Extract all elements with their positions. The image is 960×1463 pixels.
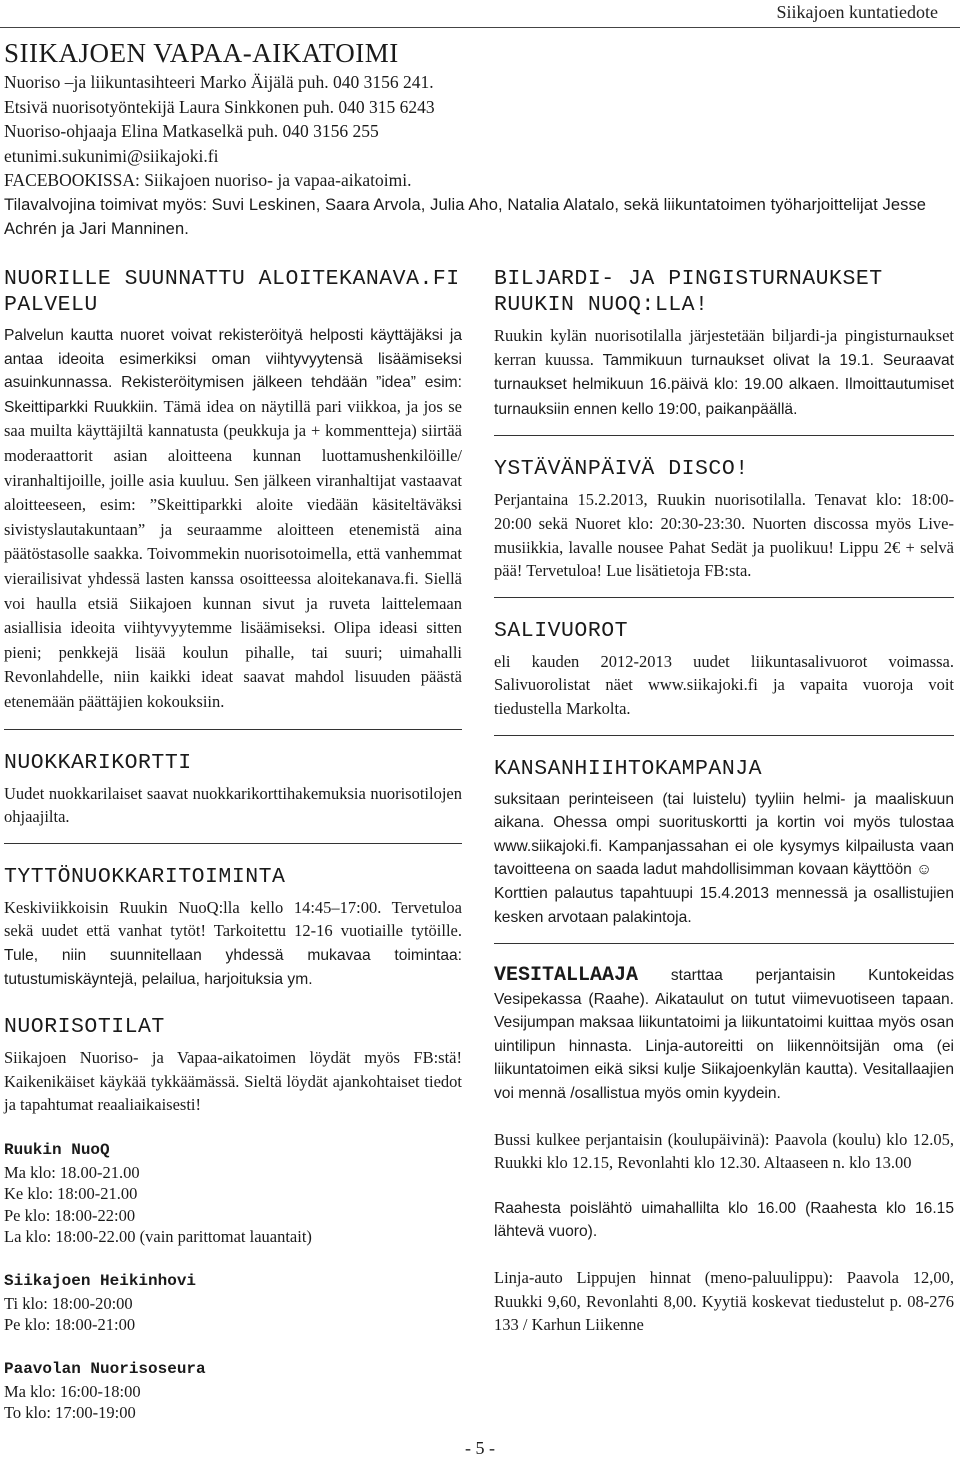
- contact-line: Nuoriso –ja liikuntasihteeri Marko Äijälä puh. 040 3156 241.: [4, 72, 434, 92]
- biljardi-details: Tammikuun turnaukset olivat la 19.1. Seuraavat turnaukset helmikuun 16.päivä klo: 19.00 alkaen. Ilmoittautumiset turnauksiin ennen kello 19:00, paikanpäällä.: [494, 351, 954, 418]
- aloitekanava-body: Tämä idea on näytillä pari viikkoa, ja jos se saa muilta käyttäjiltä kannatusta (peukkuja ja + kommentteja) siirtää moderaattorit asian aloitteena kunnan luottamushenkilöille/ viranhaltijoille, joille asia kuuluu. Sen jälkeen viranhaltijat vastaavat aloitteeseen, esim: ”Skeittiparkki aloite viedään käsiteltäväksi sivistyslautakuntaan” ja seuraamme aloitteen etenemistä aina päätöstasolle saakka. Toivommekin nuorisotoimella, että vanhemmat vierailisivat yhdessä lasten kanssa osoitteessa aloitekanava.fi. Siellä voi haulla etsiä Siikajoen kunnan sivut ja ruveta laittelemaan asiallisia ideoita viihtyvyytemme lisäämiseksi. Olipa ideasi sitten pieni; penkkejä lisää koulun pihalle, tai suuri; uimahalli Revonlahdelle, niin kaikki ideat saavat mahdol lisuuden päästä etenemään päättäjien kokouksiin.: [4, 396, 462, 711]
- nuokkarikortti-section: [4, 750, 462, 829]
- aloitekanava-intro: Palvelun kautta nuoret voivat rekisteröityä helposti käyttäjäksi ja antaa ideoita esimerkiksi oman viihtyvyytensä lisäämiseksi asuinkunnassa. Rekisteröitymisen jälkeen tehdään ”idea” esim: Skeittiparkki Ruukkiin.: [4, 327, 462, 416]
- disco-section: [494, 456, 954, 582]
- disco-heading: YSTÄVÄNPÄIVÄ DISCO!: [494, 457, 749, 482]
- nuorisotilat-text: Siikajoen Nuoriso- ja Vapaa-aikatoimen löydät myös FB:stä! Kaikenikäiset käykää tykkäämässä. Sieltä löydät ajankohtaiset tiedot ja tapahtumat reaaliaikaisesti!: [4, 1048, 462, 1115]
- hours-line: Ke klo: 18:00-21.00: [4, 1184, 138, 1204]
- kansanhiihto-section: [494, 756, 954, 930]
- page-title: SIIKAJOEN VAPAA-AIKATOIMI: [4, 38, 399, 68]
- tyttonuokkari-section: [4, 864, 462, 992]
- publication-name: Siikajoen kuntatiedote: [776, 2, 938, 22]
- hours-line: Ti klo: 18:00-20:00: [4, 1293, 133, 1313]
- vesitallaaja-text: [494, 964, 954, 1106]
- section-divider: [494, 735, 954, 736]
- nuorisotilat-heading: NUORISOTILAT: [4, 1015, 165, 1040]
- section-divider: [494, 435, 954, 436]
- facebook-line: FACEBOOKISSA: Siikajoen nuoriso- ja vapaa-aikatoimi.: [4, 170, 412, 190]
- salivuorot-section: [494, 618, 954, 721]
- kansanhiihto-return: Korttien palautus tapahtuupi 15.4.2013 mennessä ja osallistujien kesken arvotaan palakintoja.: [494, 884, 954, 926]
- aloitekanava-heading: NUORILLE SUUNNATTU ALOITEKANAVA.FI PALVELU: [4, 267, 460, 317]
- paavola-hours: [4, 1358, 462, 1424]
- tyttonuokkari-heading: TYTTÖNUOKKARITOIMINTA: [4, 864, 286, 889]
- biljardi-heading: BILJARDI- JA PINGISTURNAUKSET RUUKIN NUOQ:LLA!: [494, 267, 883, 317]
- disco-text: Perjantaina 15.2.2013, Ruukin nuorisotilalla. Tenavat klo: 18:00-20:00 sekä Nuoret klo: 20:30-23:30. Nuorten discossa myös Live-musiikkia, lavalle nousee Pahat Sedät ja puolikuu! Lippu 2€ + selvä pää! Tervetuloa! Lue lisätietoja FB:sta.: [494, 490, 954, 581]
- kansanhiihto-text: suksitaan perinteiseen (tai luistelu) tyyliin helmi- ja maaliskuun aikana. Ohessa ompi suorituskortti ja kortin voi myös tulostaa www.siikajoki.fi. Kampanjassahan ei ole kysymys kilpailusta vaan tavoitteena on saada ladut mahdollisimman kovaan käyttöön ☺: [494, 790, 954, 879]
- contact-email: etunimi.sukunimi@siikajoki.fi: [4, 145, 219, 166]
- hours-line: Ma klo: 16:00-18:00: [4, 1381, 141, 1401]
- heikinhovi-hours: [4, 1270, 462, 1336]
- page-number: - 5 -: [465, 1438, 495, 1458]
- venue-name: Ruukin NuoQ: [4, 1140, 110, 1159]
- tyttonuokkari-schedule: Keskiviikkoisin Ruukin NuoQ:lla kello 14:45–17:00. Tervetuloa sekä uudet että vanhat tytöt! Tarkoitettu 12-16 vuotiaille tytöille.: [4, 897, 462, 941]
- section-divider: [494, 597, 954, 598]
- right-column: [494, 266, 954, 1337]
- hours-line: To klo: 17:00-19:00: [4, 1403, 136, 1423]
- biljardi-text: [494, 324, 954, 421]
- vesitallaaja-bus: Bussi kulkee perjantaisin (koulupäivinä): Paavola (koulu) klo 12.05, Ruukki klo 12.15, Revonlahti klo 12.30. Altaaseen n. klo 13.00: [494, 1129, 954, 1173]
- biljardi-intro: Ruukin kylän nuorisotilalla järjestetään biljardi-ja pingisturnaukset kerran kuussa.: [494, 326, 954, 369]
- biljardi-section: [494, 266, 954, 421]
- vesitallaaja-body: starttaa perjantaisin Kuntokeidas Vesipekassa (Raahe). Aikataulut on tutut viimevuotiseen tapaan. Vesijumpan maksaa liikuntatoimi ja liikuntatoimi kuittaa myös osan uintilipun hinnasta. Linja-autoreitti on liikennöitsijän oma (ei liikuntatoimen eikä siksi kulje Siikajoenkylän kautta). Vesitallaajien voi mennä /osallistua myös omin kyydein.: [494, 967, 954, 1103]
- vesitallaaja-lead: VESITALLAAJA: [494, 964, 639, 988]
- hours-line: Pe klo: 18:00-21:00: [4, 1315, 136, 1335]
- nuokkarikortti-text: Uudet nuokkarilaiset saavat nuokkarikorttihakemuksia nuorisotilojen ohjaajilta.: [4, 783, 462, 827]
- contact-line: Nuoriso-ohjaaja Elina Matkaselkä puh. 040 3156 255: [4, 121, 379, 141]
- vesitallaaja-return: Raahesta poislähtö uimahallilta klo 16.00 (Raahesta klo 16.15 lähtevä vuoro).: [494, 1199, 954, 1241]
- aloitekanava-text: [4, 324, 462, 715]
- hours-line: Ma klo: 18.00-21.00: [4, 1162, 140, 1182]
- left-column: [4, 266, 462, 1424]
- section-divider: [4, 729, 462, 730]
- section-divider: [4, 843, 462, 844]
- aloitekanava-section: [4, 266, 462, 715]
- vesitallaaja-prices: Linja-auto Lippujen hinnat (meno-paluulippu): Paavola 12,00, Ruukki 9,60, Revonlahti 8,00. Kyytiä koskevat tiedustelut p. 08-276 133 / Karhun Liikenne: [494, 1268, 954, 1335]
- hours-line: Pe klo: 18:00-22:00: [4, 1205, 136, 1225]
- salivuorot-text: eli kauden 2012-2013 uudet liikuntasalivuorot voimassa. Salivuorolistat näet www.siikajoki.fi ja vapaita vuoroja voit tiedustella Markolta.: [494, 651, 954, 718]
- tyttonuokkari-text: [4, 896, 462, 992]
- ruukki-hours: [4, 1139, 462, 1248]
- contact-line: Etsivä nuorisotyöntekijä Laura Sinkkonen puh. 040 315 6243: [4, 96, 435, 117]
- nuorisotilat-section: [4, 1014, 462, 1117]
- nuokkarikortti-heading: NUOKKARIKORTTI: [4, 750, 192, 775]
- salivuorot-heading: SALIVUOROT: [494, 618, 629, 643]
- tyttonuokkari-invite: Tule, niin suunnitellaan yhdessä mukavaa toimintaa: tutustumiskäyntejä, pelailua, harjoituksia ym.: [4, 946, 462, 989]
- vesitallaaja-section: [494, 964, 954, 1337]
- kansanhiihto-heading: KANSANHIIHTOKAMPANJA: [494, 756, 763, 781]
- header-divider: [0, 27, 960, 28]
- supervisors-note: Tilavalvojina toimivat myös: Suvi Leskinen, Saara Arvola, Julia Aho, Natalia Alatalo, sekä liikuntatoimen työharjoittelijat Jesse Achrén ja Jari Manninen.: [4, 195, 927, 238]
- venue-name: Paavolan Nuorisoseura: [4, 1359, 206, 1378]
- hours-line: La klo: 18:00-22.00 (vain parittomat lauantait): [4, 1227, 312, 1247]
- venue-name: Siikajoen Heikinhovi: [4, 1271, 197, 1290]
- section-divider: [494, 943, 954, 944]
- contact-info: [4, 70, 954, 241]
